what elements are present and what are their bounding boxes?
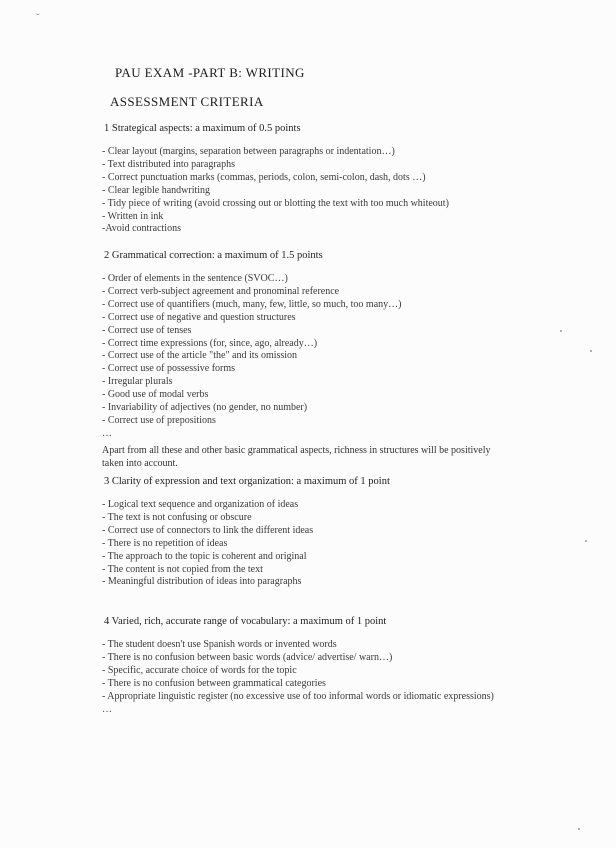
scan-speck xyxy=(578,828,580,830)
criteria-item: - Written in ink xyxy=(102,210,164,222)
criteria-item: - Correct use of prepositions xyxy=(102,414,216,426)
section-clarity-organization xyxy=(102,476,522,589)
criteria-item: - The content is not copied from the text xyxy=(102,563,263,575)
criteria-item: - Clear layout (margins, separation between paragraphs or indentation…) xyxy=(102,146,395,157)
criteria-item: - Correct time expressions (for, since, ago, already…) xyxy=(102,337,318,349)
scan-speck xyxy=(560,330,562,332)
section-heading: 4 Varied, rich, accurate range of vocabulary: a maximum of 1 point xyxy=(104,616,387,627)
criteria-item: - Correct use of quantifiers (much, many, few, little, so much, too many…) xyxy=(102,298,402,310)
ellipsis: … xyxy=(102,427,112,439)
criteria-item: - Order of elements in the sentence (SVOC…) xyxy=(102,273,288,284)
criteria-item: - Correct use of the article "the" and its omission xyxy=(102,350,298,362)
criteria-item: - Specific, accurate choice of words for the topic xyxy=(102,664,297,676)
document-subtitle: ASSESSMENT CRITERIA xyxy=(110,94,264,109)
criteria-item: - Correct verb-subject agreement and pronominal reference xyxy=(102,285,340,297)
criteria-item: - Appropriate linguistic register (no excessive use of too informal words or idiomatic expressions) xyxy=(102,690,494,702)
criteria-item: - There is no repetition of ideas xyxy=(102,537,228,549)
section-heading: 2 Grammatical correction: a maximum of 1.5 points xyxy=(104,250,323,261)
ellipsis: … xyxy=(102,703,112,715)
criteria-item: - Logical text sequence and organization of ideas xyxy=(102,499,299,510)
criteria-item: - Irregular plurals xyxy=(102,376,173,388)
criteria-item: - The text is not confusing or obscure xyxy=(102,511,252,523)
grammar-note: Apart from all these and other basic grammatical aspects, richness in structures will be positively taken into account. xyxy=(102,444,491,469)
criteria-item: - Text distributed into paragraphs xyxy=(102,158,235,170)
scan-speck xyxy=(590,350,592,352)
criteria-item: - Tidy piece of writing (avoid crossing out or blotting the text with too much whiteout) xyxy=(102,197,449,209)
criteria-item: - Correct use of connectors to link the different ideas xyxy=(102,524,314,536)
criteria-item: - Correct punctuation marks (commas, periods, colon, semi-colon, dash, dots …) xyxy=(102,171,426,183)
document-title: PAU EXAM -PART B: WRITING xyxy=(115,65,305,80)
criteria-item: - There is no confusion between basic words (advice/ advertise/ warn…) xyxy=(102,651,393,663)
section-vocabulary xyxy=(102,616,522,716)
criteria-item: - There is no confusion between grammatical categories xyxy=(102,677,326,689)
section-heading: 3 Clarity of expression and text organization: a maximum of 1 point xyxy=(104,476,390,487)
section-grammatical-correction xyxy=(102,250,522,470)
criteria-item: - Invariability of adjectives (no gender, no number) xyxy=(102,402,308,414)
criteria-item: - Clear legible handwriting xyxy=(102,184,211,196)
criteria-item: - Correct use of tenses xyxy=(102,324,192,336)
section-heading: 1 Strategical aspects: a maximum of 0.5 points xyxy=(104,123,301,134)
criteria-item: - Good use of modal verbs xyxy=(102,389,209,401)
margin-tick-mark: ˇ xyxy=(36,12,40,24)
scan-speck xyxy=(585,540,587,542)
criteria-item: - Correct use of possessive forms xyxy=(102,363,236,375)
criteria-item: - Meaningful distribution of ideas into paragraphs xyxy=(102,576,302,588)
criteria-item: - The approach to the topic is coherent and original xyxy=(102,550,307,562)
criteria-item: - Correct use of negative and question structures xyxy=(102,311,296,323)
criteria-item: - The student doesn't use Spanish words or invented words xyxy=(102,639,337,650)
section-strategical-aspects xyxy=(102,123,522,236)
criteria-item: -Avoid contractions xyxy=(102,223,181,235)
